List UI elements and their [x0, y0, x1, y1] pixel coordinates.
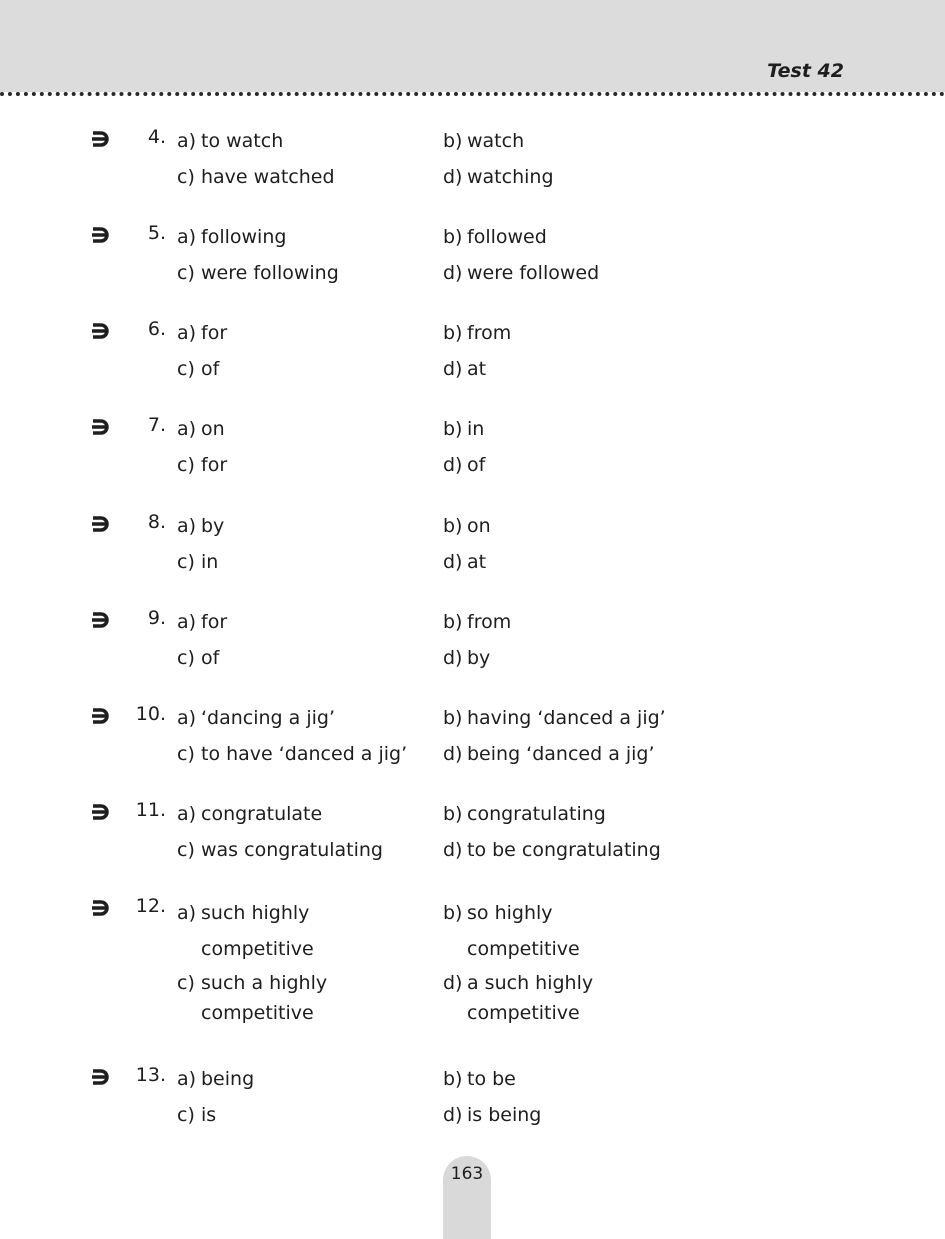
option-c[interactable]: c) were following — [177, 262, 339, 284]
question-9 — [0, 607, 945, 679]
option-a[interactable]: a) for — [177, 611, 228, 633]
question-number: 7. — [147, 414, 166, 436]
option-c[interactable]: c) of — [177, 358, 220, 380]
option-c[interactable]: c) have watched — [177, 166, 335, 188]
arrow-bullet-icon — [90, 128, 114, 150]
arrow-bullet-icon — [90, 609, 114, 631]
question-number: 5. — [147, 222, 166, 244]
option-b[interactable]: b) followed — [443, 226, 547, 248]
arrow-bullet-icon — [90, 1066, 114, 1088]
question-number: 4. — [147, 126, 166, 148]
option-b[interactable]: b) in — [443, 418, 485, 440]
option-a[interactable]: a) following — [177, 226, 287, 248]
question-7 — [0, 414, 945, 486]
option-d[interactable]: d) a such highly competitive — [443, 972, 594, 1024]
question-number: 13. — [135, 1064, 166, 1086]
option-b[interactable]: b) from — [443, 322, 512, 344]
option-d[interactable]: d) by — [443, 647, 491, 669]
option-b[interactable]: b) so highly competitive — [443, 902, 580, 960]
option-a[interactable]: a) by — [177, 515, 225, 537]
question-number: 8. — [147, 511, 166, 533]
option-b[interactable]: b) congratulating — [443, 803, 606, 825]
arrow-bullet-icon — [90, 801, 114, 823]
option-c[interactable]: c) of — [177, 647, 220, 669]
question-5 — [0, 222, 945, 294]
question-12 — [0, 895, 945, 1034]
option-d[interactable]: d) at — [443, 551, 487, 573]
option-c[interactable]: c) in — [177, 551, 219, 573]
question-number: 9. — [147, 607, 166, 629]
page-number: 163 — [450, 1164, 484, 1184]
option-d[interactable]: d) at — [443, 358, 487, 380]
option-d[interactable]: d) is being — [443, 1104, 542, 1126]
arrow-bullet-icon — [90, 705, 114, 727]
option-c[interactable]: c) was congratulating — [177, 839, 383, 861]
option-d[interactable]: d) were followed — [443, 262, 600, 284]
dotted-divider — [0, 92, 945, 96]
option-a[interactable]: a) on — [177, 418, 225, 440]
option-b[interactable]: b) watch — [443, 130, 525, 152]
question-8 — [0, 511, 945, 583]
question-4 — [0, 126, 945, 198]
option-c[interactable]: c) such a highly competitive — [177, 972, 328, 1024]
option-a[interactable]: a) such highly competitive — [177, 902, 314, 960]
option-d[interactable]: d) of — [443, 454, 486, 476]
arrow-bullet-icon — [90, 513, 114, 535]
option-a[interactable]: a) to watch — [177, 130, 284, 152]
arrow-bullet-icon — [90, 416, 114, 438]
option-d[interactable]: d) watching — [443, 166, 554, 188]
question-number: 12. — [135, 895, 166, 917]
question-number: 6. — [147, 318, 166, 340]
option-c[interactable]: c) is — [177, 1104, 217, 1126]
test-title: Test 42 — [767, 60, 844, 82]
arrow-bullet-icon — [90, 320, 114, 342]
question-11 — [0, 799, 945, 871]
option-b[interactable]: b) on — [443, 515, 491, 537]
option-c[interactable]: c) for — [177, 454, 228, 476]
option-b[interactable]: b) to be — [443, 1068, 516, 1090]
question-10 — [0, 703, 945, 775]
option-a[interactable]: a) for — [177, 322, 228, 344]
option-a[interactable]: a) ‘dancing a jig’ — [177, 707, 335, 729]
option-b[interactable]: b) having ‘danced a jig’ — [443, 707, 666, 729]
option-d[interactable]: d) being ‘danced a jig’ — [443, 743, 655, 765]
arrow-bullet-icon — [90, 897, 114, 919]
option-d[interactable]: d) to be congratulating — [443, 839, 661, 861]
option-b[interactable]: b) from — [443, 611, 512, 633]
option-a[interactable]: a) congratulate — [177, 803, 323, 825]
question-6 — [0, 318, 945, 390]
question-13 — [0, 1064, 945, 1136]
option-a[interactable]: a) being — [177, 1068, 255, 1090]
question-number: 10. — [135, 703, 166, 725]
arrow-bullet-icon — [90, 224, 114, 246]
question-number: 11. — [135, 799, 166, 821]
option-c[interactable]: c) to have ‘danced a jig’ — [177, 743, 408, 765]
